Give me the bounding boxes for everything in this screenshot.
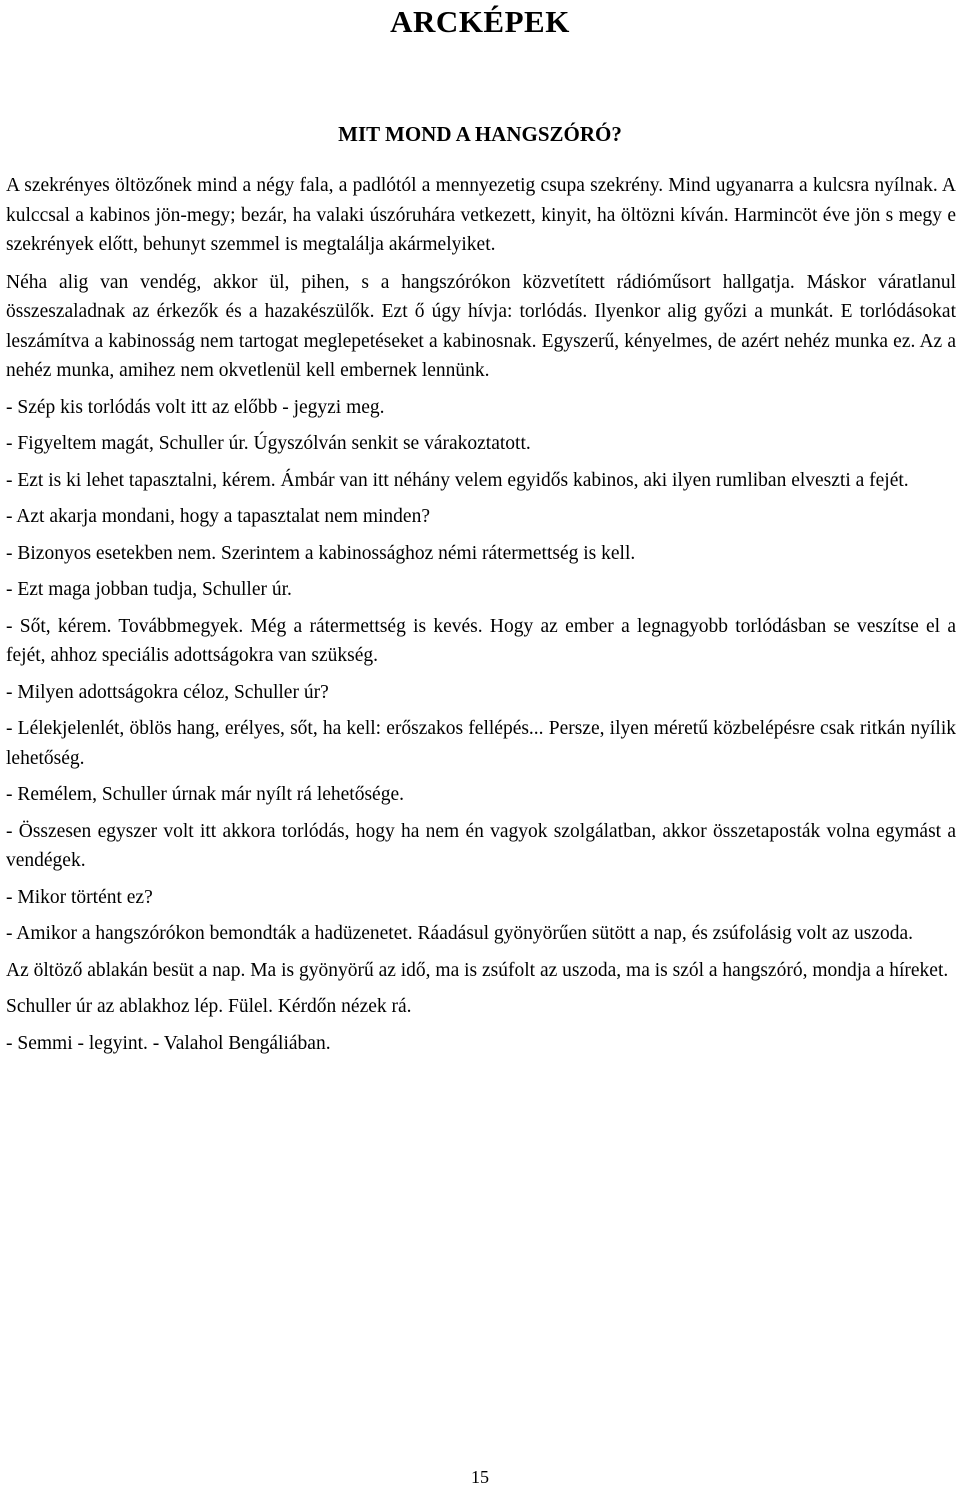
dialogue-line: - Szép kis torlódás volt itt az előbb - jegyzi meg. [6, 396, 385, 418]
page-number: 15 [471, 1467, 489, 1487]
paragraph: Az öltöző ablakán besüt a nap. Ma is gyönyörű az idő, ma is zsúfolt az uszoda, ma is szól a hangszóró, mondja a híreket. [6, 959, 949, 981]
paragraph: Schuller úr az ablakhoz lép. Fülel. Kérdőn nézek rá. [6, 996, 412, 1017]
dialogue-line: - Figyeltem magát, Schuller úr. Úgyszólván senkit se várakoztatott. [6, 433, 531, 454]
dialogue-line: - Ezt maga jobban tudja, Schuller úr. [6, 579, 292, 600]
dialogue-line: - Azt akarja mondani, hogy a tapasztalat nem minden? [6, 506, 430, 527]
dialogue-line: - Bizonyos esetekben nem. Szerintem a kabinossághoz némi rátermettség is kell. [6, 542, 636, 564]
dialogue-line: - Összesen egyszer volt itt akkora torlódás, hogy ha nem én vagyok szolgálatban, akkor összetaposták volna egymást a vendégek. [6, 820, 956, 871]
body-text [6, 171, 956, 1065]
dialogue-line: - Lélekjelenlét, öblös hang, erélyes, sőt, ha kell: erőszakos fellépés... Persze, ilyen méretű közbelépésre csak ritkán nyílik lehetőség. [6, 718, 956, 769]
dialogue-line: - Mikor történt ez? [6, 886, 153, 908]
dialogue-line: - Sőt, kérem. Továbbmegyek. Még a rátermettség is kevés. Hogy az ember a legnagyobb torlódásban se veszítse el a fejét, ahhoz speciális adottságokra van szükség. [6, 615, 956, 666]
dialogue-line: - Amikor a hangszórókon bemondták a hadüzenetet. Ráadásul gyönyörűen sütött a nap, és zsúfolásig volt az uszoda. [6, 923, 914, 944]
dialogue-line: - Semmi - legyint. - Valahol Bengáliában. [6, 1032, 331, 1054]
dialogue-line: - Remélem, Schuller úrnak már nyílt rá lehetősége. [6, 784, 404, 805]
paragraph: A szekrényes öltözőnek mind a négy fala, a padlótól a mennyezetig csupa szekrény. Mind ugyanarra a kulcsra nyílnak. A kulccsal a kabinos jön-megy; bezár, ha valaki úszóruhára vetkezett, kinyit, ha öltözni kíván. Harmincöt éve jön s megy e szekrények előtt, behunyt szemmel is megtalálja akármelyiket. [6, 175, 956, 255]
chapter-title: MIT MOND A HANGSZÓRÓ? [338, 122, 622, 146]
paragraph: Néha alig van vendég, akkor ül, pihen, s a hangszórókon közvetített rádióműsort hallgatja. Máskor váratlanul összeszaladnak az érkezők és a hazakészülők. Ezt ő úgy hívja: torlódás. Ilyenkor alig győzi a munkát. E torlódásokat leszámítva a kabinosság nem tartogat meglepetéseket a kabinosnak. Egyszerű, kényelmes, de azért nehéz munka ez. Az a nehéz munka, amihez nem okvetlenül kell embernek lennünk. [6, 271, 956, 381]
dialogue-line: - Milyen adottságokra céloz, Schuller úr? [6, 681, 329, 703]
dialogue-line: - Ezt is ki lehet tapasztalni, kérem. Ámbár van itt néhány velem egyidős kabinos, aki ilyen rumliban elveszti a fejét. [6, 469, 909, 491]
book-title: ARCKÉPEK [390, 4, 570, 39]
